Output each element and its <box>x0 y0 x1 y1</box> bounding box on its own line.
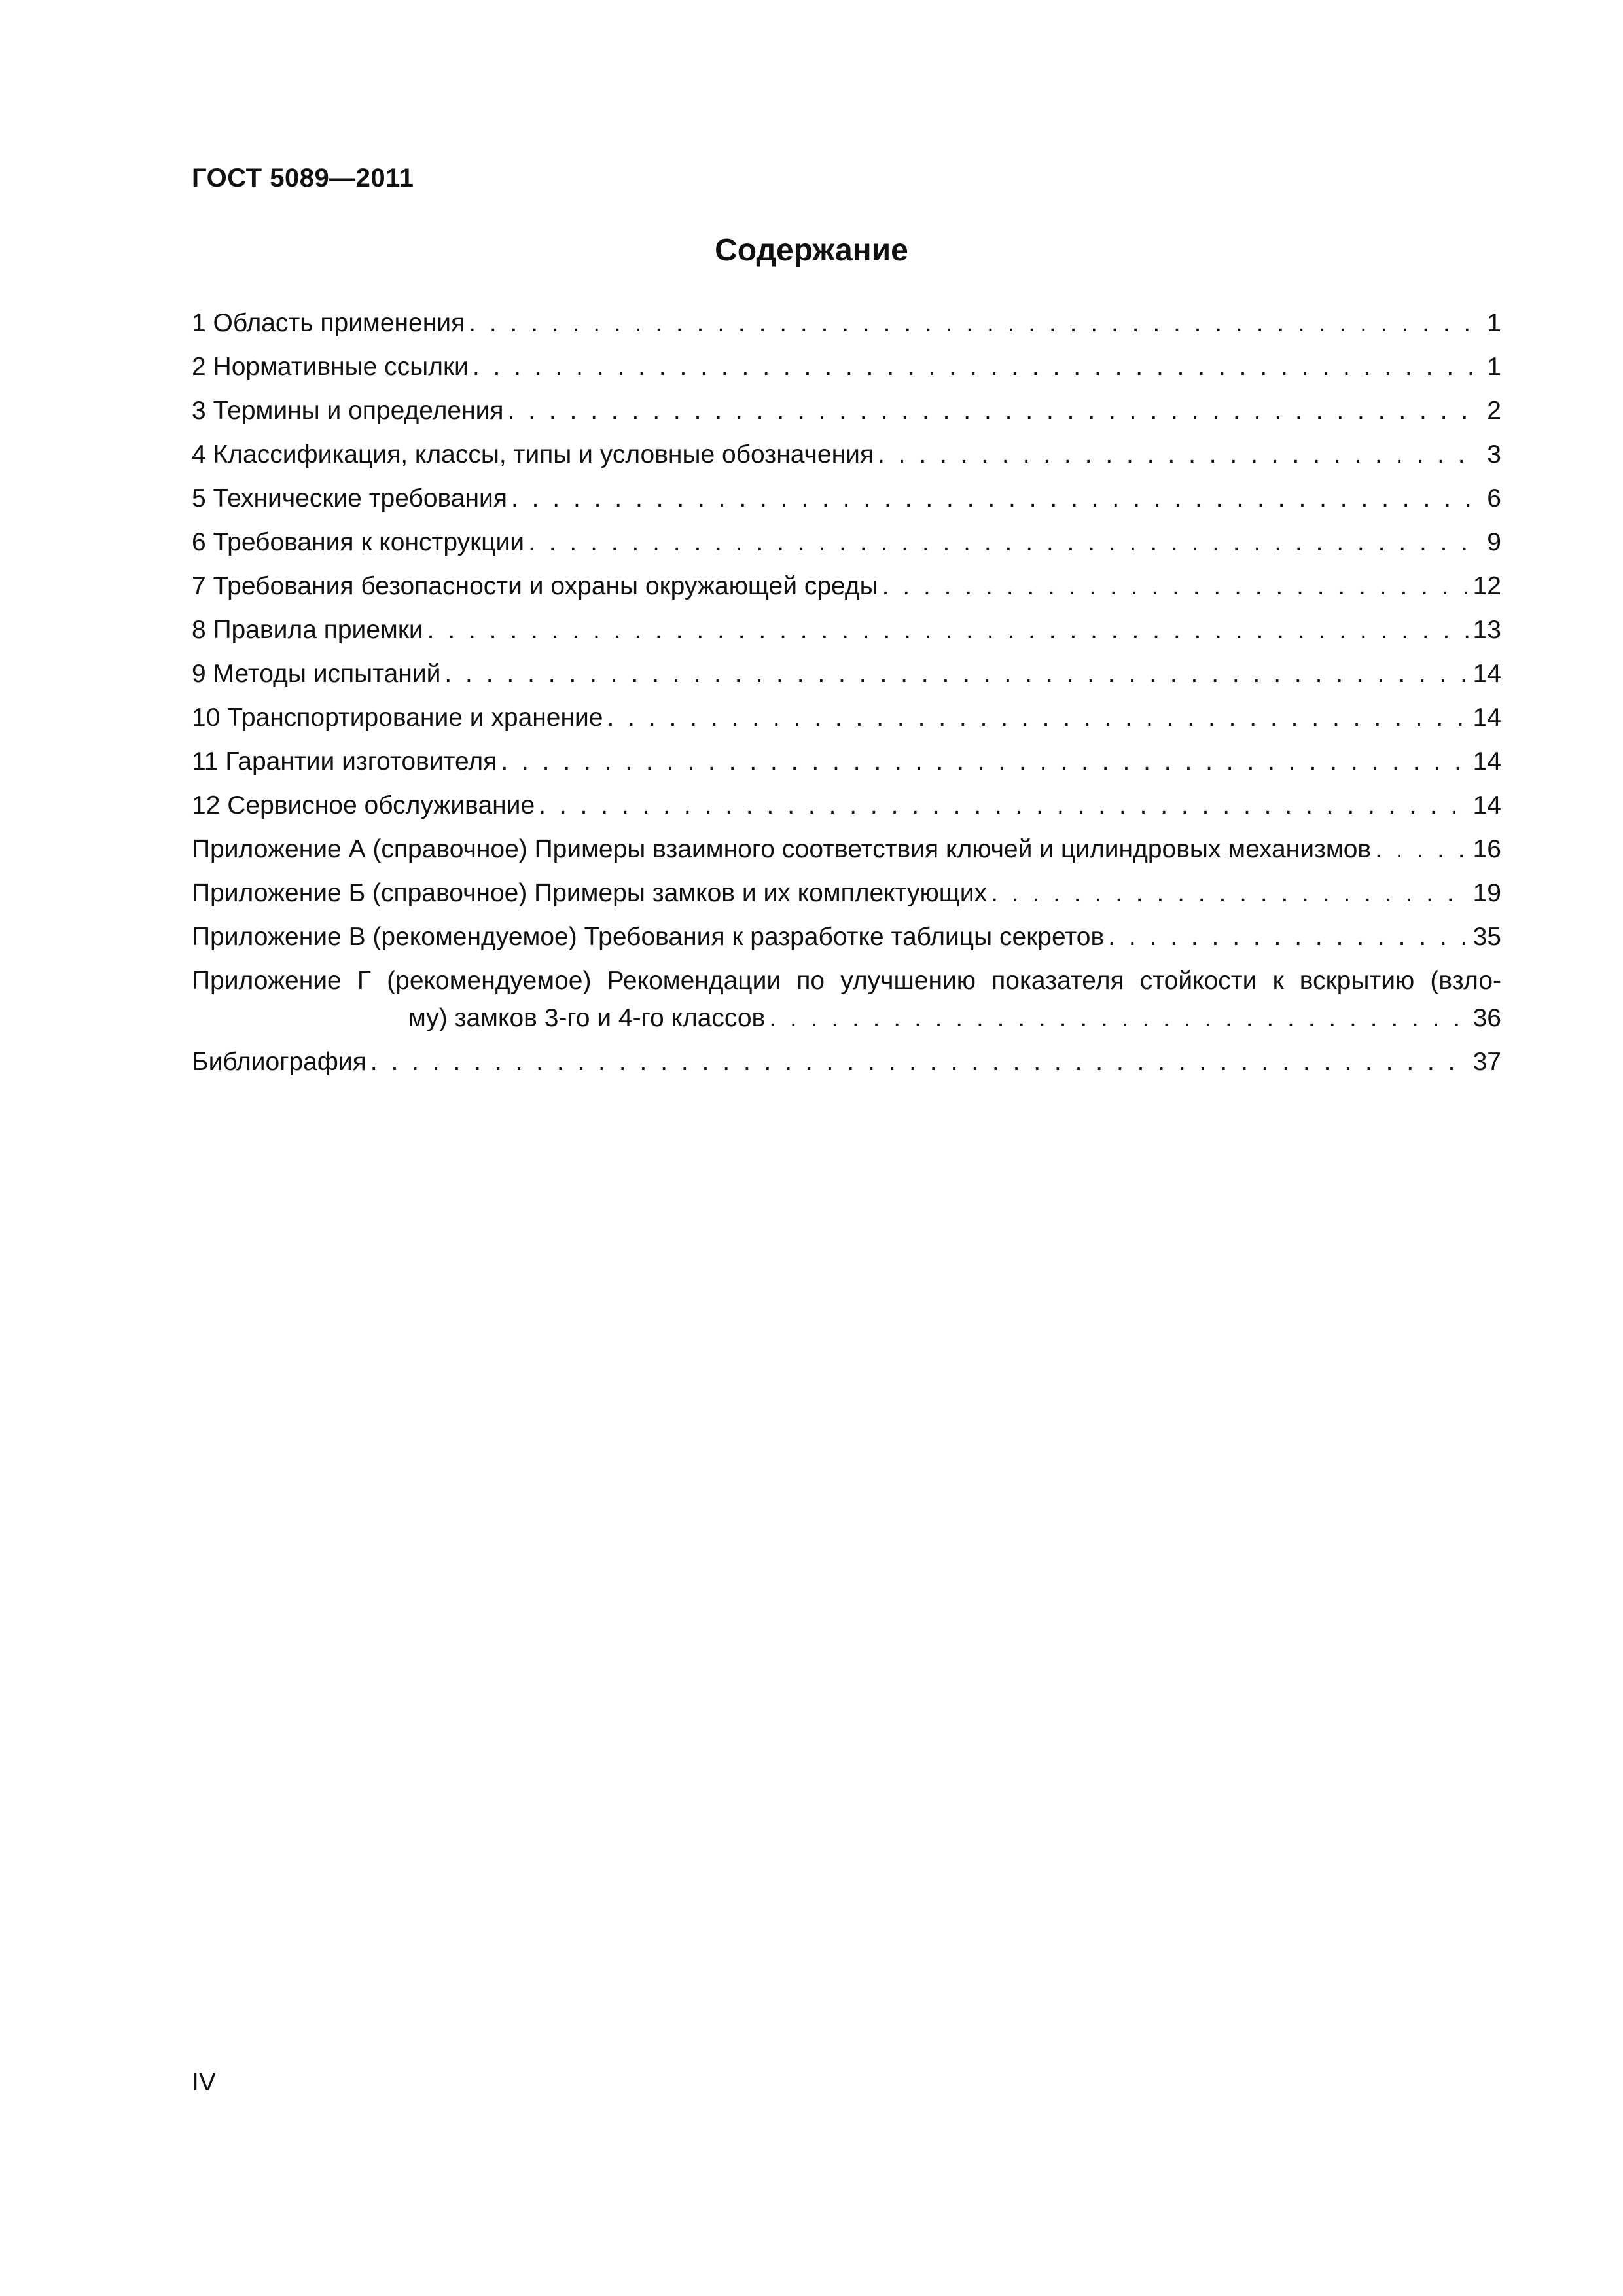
toc-entry[interactable] <box>192 353 1501 397</box>
toc-entry[interactable] <box>192 704 1501 747</box>
toc-entry-label: Приложение В (рекомендуемое) Требования к разработке таблицы секретов <box>192 923 1105 951</box>
dot-leader <box>370 1048 1469 1077</box>
toc-entry-page: 14 <box>1472 660 1501 688</box>
toc-entry-page: 14 <box>1472 704 1501 732</box>
toc-entry[interactable] <box>192 572 1501 616</box>
document-header: ГОСТ 5089—2011 <box>192 164 414 192</box>
dot-leader <box>878 440 1478 469</box>
dot-leader <box>473 353 1478 382</box>
toc-entry-appendix-a[interactable] <box>192 835 1501 879</box>
page-number: IV <box>192 2068 216 2096</box>
dot-leader <box>1108 923 1469 952</box>
toc-entry[interactable] <box>192 309 1501 353</box>
toc-entry-label: 6 Требования к конструкции <box>192 528 525 556</box>
toc-entry-label: Приложение Г (рекомендуемое) Рекомендации по улучшению показателя стойкости к вскрытию (взло- <box>192 967 1501 995</box>
dot-leader <box>469 309 1478 338</box>
toc-entry-page: 3 <box>1487 440 1501 469</box>
toc-entry[interactable] <box>192 440 1501 484</box>
toc-entry-page: 35 <box>1472 923 1501 951</box>
dot-leader <box>444 660 1469 689</box>
toc-entry-label: Приложение Б (справочное) Примеры замков и их комплектующих <box>192 879 988 907</box>
dot-leader <box>528 528 1478 557</box>
toc-entry-page: 9 <box>1487 528 1501 556</box>
toc-entry[interactable] <box>192 660 1501 704</box>
toc-entry-label: 2 Нормативные ссылки <box>192 353 469 381</box>
toc-entry-page: 16 <box>1472 835 1501 863</box>
toc-entry[interactable] <box>192 747 1501 791</box>
toc-entry-page: 37 <box>1472 1048 1501 1076</box>
toc-entry-label: 12 Сервисное обслуживание <box>192 791 535 819</box>
dot-leader <box>511 484 1478 513</box>
dot-leader <box>607 704 1469 732</box>
toc-entry-page: 12 <box>1472 572 1501 600</box>
toc-entry-appendix-g-line2[interactable] <box>192 1004 1501 1048</box>
dot-leader <box>508 397 1478 425</box>
toc-entry-label-continued: му) замков 3-го и 4-го классов <box>408 1004 766 1032</box>
dot-leader <box>882 572 1469 601</box>
toc-entry-label: 10 Транспортирование и хранение <box>192 704 603 732</box>
toc-entry-label: 4 Классификация, классы, типы и условные обозначения <box>192 440 874 469</box>
toc-entry-label: Библиография <box>192 1048 366 1076</box>
toc-entry-label: 3 Термины и определения <box>192 397 504 425</box>
dot-leader <box>539 791 1469 820</box>
toc-entry-appendix-v[interactable] <box>192 923 1501 967</box>
dot-leader <box>991 879 1469 908</box>
toc-entry-page: 13 <box>1472 616 1501 644</box>
toc-entry-page: 1 <box>1487 309 1501 337</box>
toc-entry[interactable] <box>192 616 1501 660</box>
table-of-contents <box>192 309 1501 1092</box>
toc-entry-bibliography[interactable] <box>192 1048 1501 1092</box>
page-title: Содержание <box>715 233 908 268</box>
toc-entry-page: 14 <box>1472 791 1501 819</box>
toc-entry-label: 9 Методы испытаний <box>192 660 441 688</box>
toc-entry-page: 2 <box>1487 397 1501 425</box>
toc-entry-page: 36 <box>1472 1004 1501 1032</box>
toc-entry[interactable] <box>192 484 1501 528</box>
toc-entry-appendix-b[interactable] <box>192 879 1501 923</box>
dot-leader <box>501 747 1469 776</box>
toc-entry-label: 7 Требования безопасности и охраны окружающей среды <box>192 572 878 600</box>
toc-entry-label: Приложение А (справочное) Примеры взаимного соответствия ключей и цилиндровых механизмов <box>192 835 1372 863</box>
toc-entry[interactable] <box>192 528 1501 572</box>
toc-entry-label: 5 Технические требования <box>192 484 507 512</box>
toc-entry-page: 1 <box>1487 353 1501 381</box>
toc-entry-label: 1 Область применения <box>192 309 465 337</box>
toc-entry-label: 11 Гарантии изготовителя <box>192 747 497 776</box>
toc-entry[interactable] <box>192 397 1501 440</box>
toc-entry-page: 14 <box>1472 747 1501 776</box>
toc-entry-appendix-g-line1[interactable] <box>192 967 1501 1004</box>
toc-entry-label: 8 Правила приемки <box>192 616 423 644</box>
toc-entry-page: 6 <box>1487 484 1501 512</box>
dot-leader <box>769 1004 1469 1033</box>
dot-leader <box>427 616 1469 645</box>
dot-leader <box>1375 835 1469 864</box>
toc-entry[interactable] <box>192 791 1501 835</box>
toc-entry-page: 19 <box>1472 879 1501 907</box>
